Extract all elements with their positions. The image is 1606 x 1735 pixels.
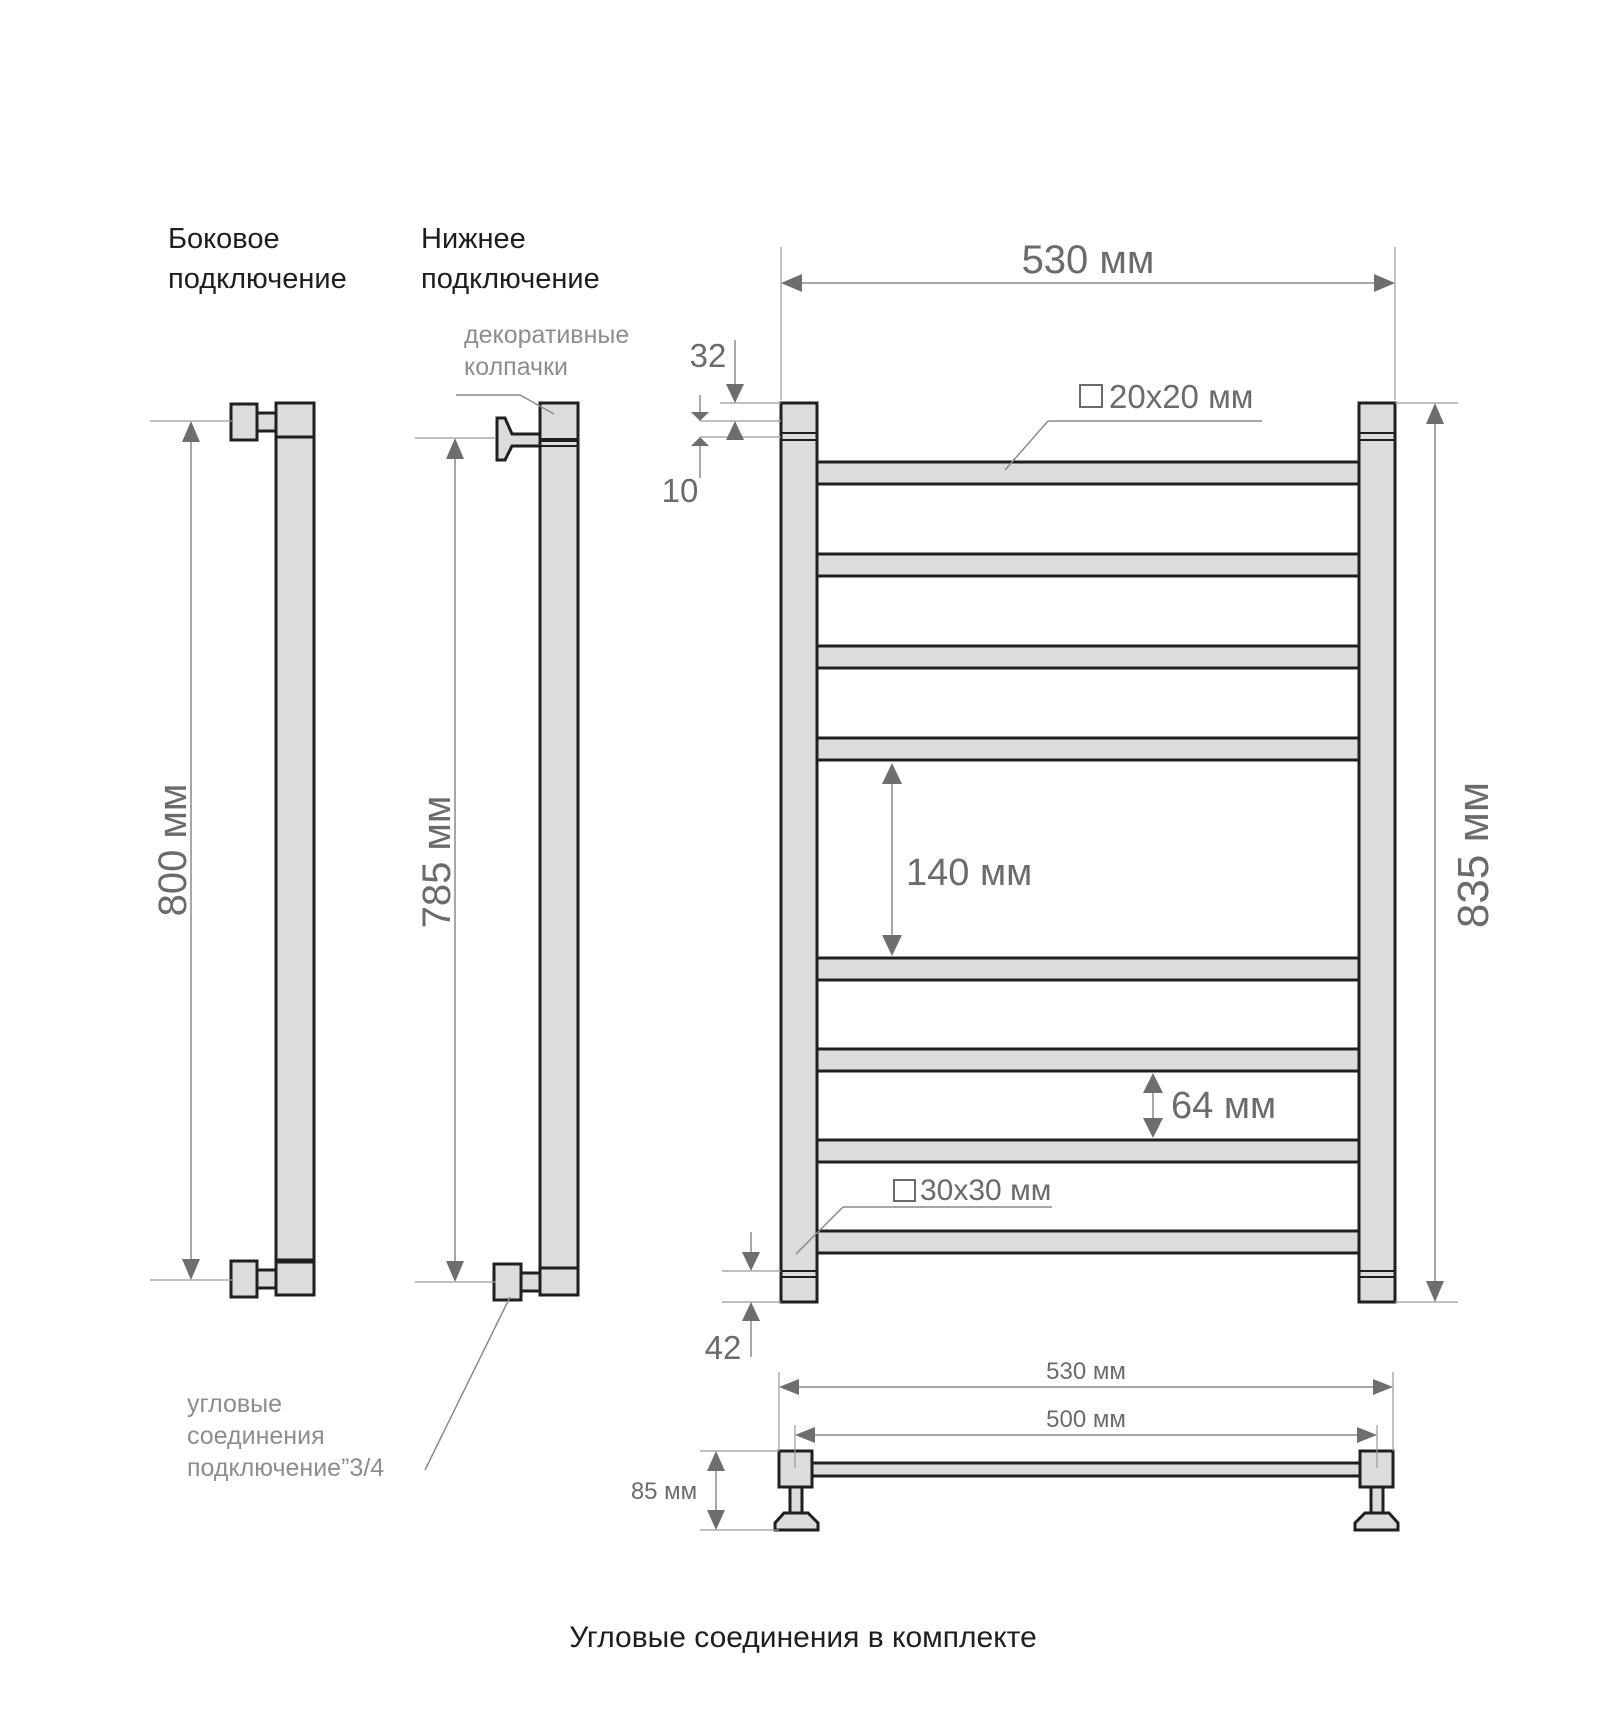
heading-side-line1: Боковое (168, 223, 280, 255)
bottom-fitting-nut (521, 1273, 540, 1291)
dim-side-800: 800 мм (151, 783, 195, 917)
rung-5 (816, 958, 1359, 980)
plan-right-flange (1355, 1513, 1398, 1530)
dim-gap-140: 140 мм (906, 852, 1033, 894)
dim-plan-500: 500 мм (1046, 1406, 1126, 1433)
rung-1 (816, 462, 1359, 484)
note-corner-joints-line1: угловые (187, 1390, 282, 1418)
dim-gap-64: 64 мм (1171, 1085, 1277, 1127)
dim-offset-10: 10 (661, 472, 699, 509)
top-view (631, 1358, 1398, 1530)
side-upright (276, 403, 314, 1295)
dim-offset-32: 32 (689, 337, 727, 374)
dim-width-530: 530 мм (1021, 238, 1155, 282)
note-corner-joints-line3: подключение”3/4 (187, 1454, 385, 1482)
side-connection-view (150, 403, 314, 1297)
note-decorative-caps-line1: декоративные (464, 321, 630, 349)
right-upright (1359, 403, 1395, 1302)
rung-6 (816, 1049, 1359, 1071)
note-decorative-caps-line2: колпачки (464, 353, 568, 381)
dim-offset-42: 42 (704, 1329, 742, 1366)
note-corner-joints-line2: соединения (187, 1422, 325, 1450)
rung-2 (816, 554, 1359, 576)
rung-4 (816, 738, 1359, 760)
bottom-fitting (494, 1264, 521, 1300)
left-upright (781, 403, 817, 1302)
side-fitting-top (231, 404, 257, 440)
plan-left-stem (790, 1487, 802, 1513)
heading-side-line2: подключение (168, 263, 347, 295)
decorative-cap (497, 418, 540, 460)
rung-3 (816, 646, 1359, 668)
plan-bar (812, 1463, 1360, 1476)
front-view (662, 238, 1498, 1366)
bottom-upright (540, 403, 578, 1295)
dim-height-835: 835 мм (1449, 781, 1498, 929)
plan-right-stem (1371, 1487, 1383, 1513)
dim-depth-85: 85 мм (630, 1478, 698, 1505)
dim-bottom-785: 785 мм (415, 795, 459, 929)
heading-bottom-line1: Нижнее (421, 223, 526, 255)
bottom-connection-view (415, 395, 578, 1470)
side-fitting-bottom-nut (257, 1270, 276, 1288)
rung-8 (816, 1231, 1359, 1253)
dim-profile-30x30: 30x30 мм (920, 1174, 1052, 1207)
plan-left-flange (775, 1513, 818, 1530)
rungs (816, 462, 1359, 1253)
heading-bottom-line2: подключение (421, 263, 600, 295)
side-fitting-top-nut (257, 413, 276, 431)
dim-profile-20x20: 20x20 мм (1109, 378, 1254, 415)
rung-7 (816, 1140, 1359, 1162)
side-fitting-bottom (231, 1261, 257, 1297)
footer-caption: Угловые соединения в комплекте (569, 1621, 1037, 1654)
dim-plan-530: 530 мм (1046, 1358, 1126, 1385)
